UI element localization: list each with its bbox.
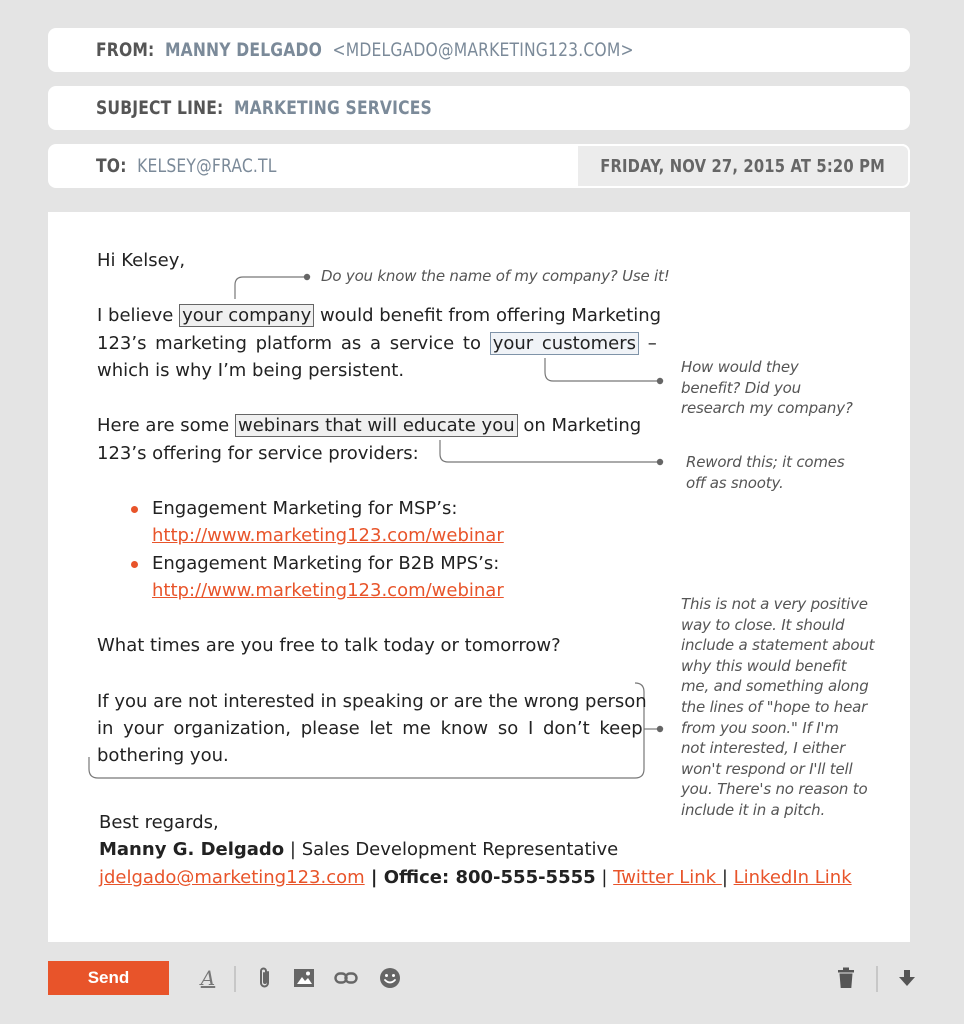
bullet-2-link[interactable]: http://www.marketing123.com/webinar (152, 580, 504, 601)
annotation-webinars (686, 452, 844, 493)
note-line: research my company? (681, 399, 853, 418)
more-down-icon[interactable] (894, 964, 920, 992)
signature-line-2 (99, 864, 852, 892)
send-button[interactable]: Send (48, 961, 169, 995)
format-text-icon[interactable] (195, 964, 221, 992)
annotation-company-name: Do you know the name of my company? Use it! (321, 267, 670, 285)
p1-text-a: I believe (97, 305, 180, 326)
p4-line-1: If you are not interested in speaking or are the wrong person (97, 691, 647, 712)
highlight-your-customers: your customers (490, 332, 639, 355)
format-text-glyph: A (200, 966, 216, 990)
greeting: Hi Kelsey, (97, 250, 186, 271)
signature-line-1 (99, 836, 618, 864)
bullet-1-title: Engagement Marketing for MSP’s: (152, 498, 458, 519)
annotation-customers (681, 357, 853, 419)
subject-value[interactable]: MARKETING SERVICES (233, 97, 432, 119)
subject-label: SUBJECT LINE: (96, 97, 224, 119)
sent-date-text: FRIDAY, NOV 27, 2015 AT 5:20 PM (600, 155, 886, 177)
sig-separator: | (721, 867, 734, 888)
bullet-dot (131, 506, 138, 513)
paragraph-1-line-2 (97, 330, 657, 358)
closing: Best regards, (99, 812, 219, 833)
note-line: off as snooty. (686, 473, 784, 492)
bullet-1-link[interactable]: http://www.marketing123.com/webinar (152, 525, 504, 546)
emoji-icon[interactable] (377, 964, 403, 992)
note-line: This is not a very positive (681, 595, 868, 613)
note-line: benefit? Did you (681, 378, 801, 397)
signature-email-link[interactable]: jdelgado@marketing123.com (99, 867, 365, 888)
p2-text-b: on Marketing (517, 415, 642, 436)
p1-text-b: would benefit from offering Marketing (314, 305, 662, 326)
office-phone: 800-555-5555 (449, 867, 596, 888)
p4-line-2: in your organization, please let me know so I don’t keep (97, 718, 643, 739)
office-label: Office: (383, 867, 450, 888)
image-icon[interactable] (291, 964, 317, 992)
sig-separator: | (284, 839, 302, 860)
p2-text-c: 123’s offering for service providers: (97, 443, 419, 464)
note-line: Reword this; it comes (686, 453, 845, 471)
paragraph-2-line-1 (97, 412, 641, 440)
link-icon[interactable] (333, 964, 359, 992)
twitter-link[interactable]: Twitter Link (613, 867, 722, 888)
attach-icon[interactable] (252, 964, 278, 992)
to-label: TO: (96, 155, 127, 177)
note-line: include it in a pitch. (681, 800, 826, 819)
p4-line-3: bothering you. (97, 745, 229, 766)
note-line: won't respond or I'll tell (681, 759, 853, 778)
toolbar-divider (876, 966, 878, 992)
note-line: from you soon." If I'm (681, 718, 839, 737)
note-line: How would they (681, 358, 799, 376)
from-email: <MDELGADO@MARKETING123.COM> (332, 39, 634, 61)
p1-text-e: which is why I’m being persistent. (97, 360, 405, 381)
note-line: include a statement about (681, 636, 875, 655)
note-line: the lines of "hope to hear (681, 697, 868, 716)
from-name: MANNY DELGADO (164, 39, 322, 61)
note-line: way to close. It should (681, 615, 845, 634)
note-line: you. There's no reason to (681, 780, 868, 799)
p2-text-a: Here are some (97, 415, 235, 436)
p1-text-c: 123’s marketing platform as a service to (97, 333, 490, 354)
to-value[interactable]: KELSEY@FRAC.TL (137, 155, 277, 177)
note-line: me, and something along (681, 677, 869, 696)
signature-title: Sales Development Representative (301, 839, 619, 860)
signature-name: Manny G. Delgado (99, 839, 285, 860)
bullet-dot (131, 561, 138, 568)
paragraph-1-line-1 (97, 302, 661, 330)
p1-text-d: – (639, 333, 657, 354)
toolbar-divider (234, 966, 236, 992)
trash-icon[interactable] (833, 964, 859, 992)
from-label: FROM: (96, 39, 155, 61)
sig-separator: | (595, 867, 614, 888)
highlight-your-company: your company (179, 304, 314, 327)
note-line: why this would benefit (681, 656, 847, 675)
sig-separator: | (364, 867, 384, 888)
linkedin-link[interactable]: LinkedIn Link (733, 867, 852, 888)
note-line: not interested, I either (681, 739, 846, 758)
annotation-closing (681, 594, 874, 821)
bullet-2-title: Engagement Marketing for B2B MPS’s: (152, 553, 500, 574)
paragraph-3: What times are you free to talk today or tomorrow? (97, 635, 561, 656)
highlight-webinars: webinars that will educate you (235, 414, 518, 437)
